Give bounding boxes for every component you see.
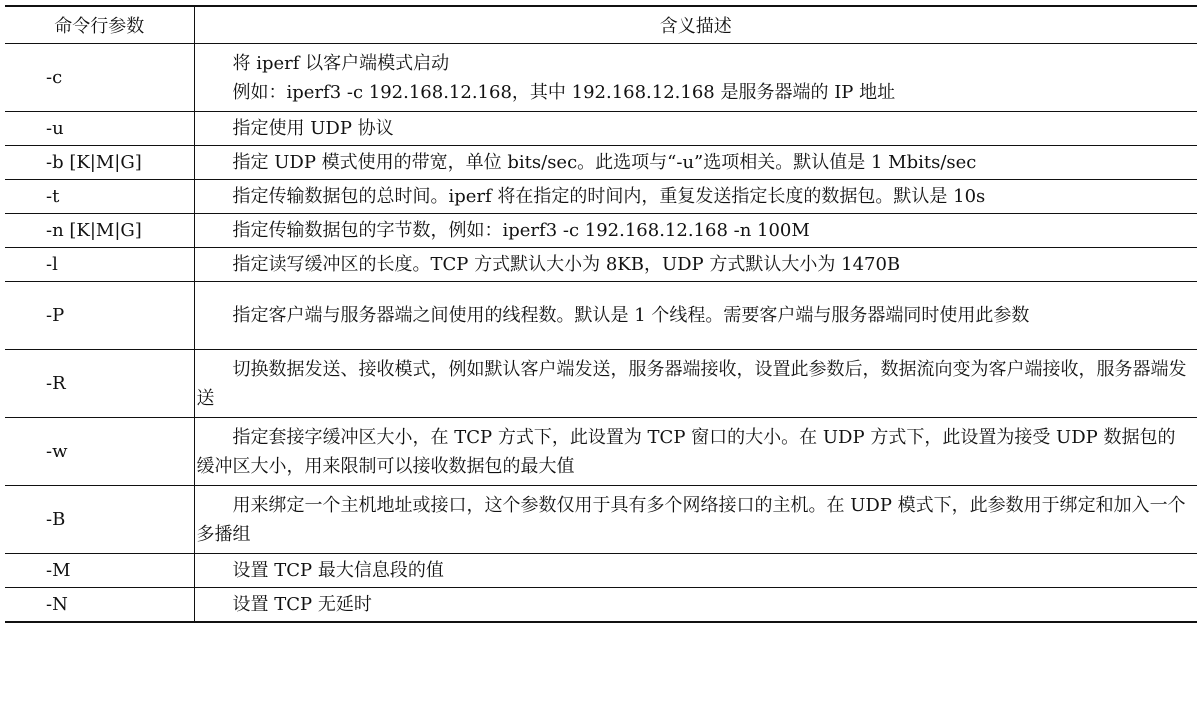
description-cell [194,180,1197,214]
param-cell: -B [5,486,194,554]
description-line: 切换数据发送、接收模式，例如默认客户端发送，服务器端接收，设置此参数后，数据流向变为客户端接收，服务器端发送 [196,358,1187,409]
description-line: 指定传输数据包的总时间。iperf 将在指定的时间内，重复发送指定长度的数据包。默认是 10s [232,186,986,207]
description-cell [194,486,1197,554]
table-row [5,554,1197,588]
table-row [5,418,1197,486]
header-row [5,6,1197,44]
description-line: 指定套接字缓冲区大小，在 TCP 方式下，此设置为 TCP 窗口的大小。在 UDP 方式下，此设置为接受 UDP 数据包的缓冲区大小，用来限制可以接收数据包的最大值 [196,426,1176,477]
description-cell [194,418,1197,486]
description-cell [194,248,1197,282]
param-cell: -t [5,180,194,214]
description-line: 例如：iperf3 -c 192.168.12.168，其中 192.168.12.168 是服务器端的 IP 地址 [232,81,896,103]
table-row [5,486,1197,554]
header-param: 命令行参数 [5,6,194,44]
header-description: 含义描述 [194,6,1197,44]
param-cell: -l [5,248,194,282]
table-row [5,146,1197,180]
param-cell: -c [5,44,194,112]
param-cell: -N [5,588,194,622]
description-line: 将 iperf 以客户端模式启动 [232,52,450,74]
description-cell [194,44,1197,112]
description-cell [194,282,1197,350]
description-line: 指定客户端与服务器端之间使用的线程数。默认是 1 个线程。需要客户端与服务器端同时使用此参数 [232,305,1030,326]
description-cell [194,112,1197,146]
description-line: 设置 TCP 最大信息段的值 [232,560,444,581]
description-cell [194,554,1197,588]
description-line: 指定读写缓冲区的长度。TCP 方式默认大小为 8KB，UDP 方式默认大小为 1470B [232,254,901,275]
table-row [5,44,1197,112]
table-header [5,6,1197,44]
table-row [5,350,1197,418]
param-cell: -u [5,112,194,146]
description-cell [194,350,1197,418]
table-row [5,112,1197,146]
table-body [5,44,1197,622]
description-cell [194,214,1197,248]
table-row [5,282,1197,350]
description-line: 指定使用 UDP 协议 [232,118,394,139]
description-line: 设置 TCP 无延时 [232,593,372,615]
iperf-parameter-table [5,5,1197,623]
table-row [5,214,1197,248]
param-cell: -b [K|M|G] [5,146,194,180]
param-cell: -M [5,554,194,588]
description-cell [194,588,1197,622]
param-cell: -w [5,418,194,486]
table-row [5,248,1197,282]
table-row [5,180,1197,214]
param-cell: -P [5,282,194,350]
param-cell: -n [K|M|G] [5,214,194,248]
table-row [5,588,1197,622]
param-cell: -R [5,350,194,418]
description-line: 指定传输数据包的字节数，例如：iperf3 -c 192.168.12.168 -n 100M [232,220,810,241]
description-line: 用来绑定一个主机地址或接口，这个参数仅用于具有多个网络接口的主机。在 UDP 模式下，此参数用于绑定和加入一个多播组 [196,494,1186,545]
parameter-table-container [5,5,1197,623]
description-cell [194,146,1197,180]
description-line: 指定 UDP 模式使用的带宽，单位 bits/sec。此选项与“-u”选项相关。默认值是 1 Mbits/sec [232,152,977,173]
